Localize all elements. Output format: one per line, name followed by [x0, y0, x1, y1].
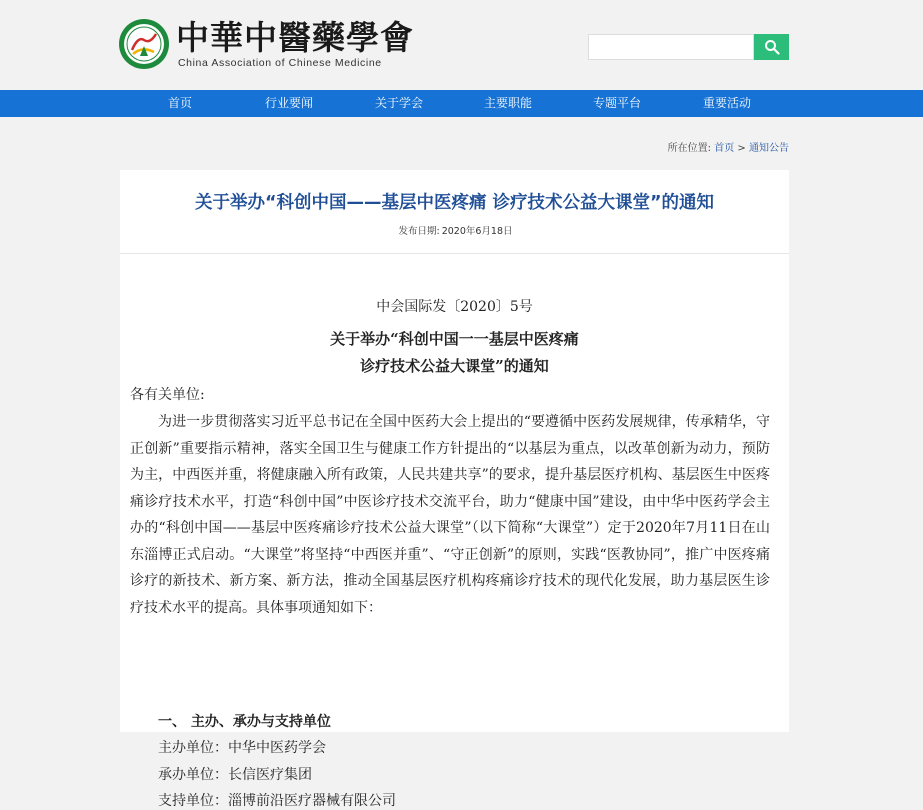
document-title-line2: 诊疗技术公益大课堂”的通知 [360, 357, 549, 375]
article-container [120, 170, 789, 809]
main-nav [0, 90, 923, 117]
association-emblem-icon [118, 18, 170, 70]
body-paragraph: 为进一步贯彻落实习近平总书记在全国中医药大会上提出的“要遵循中医药发展规律，传承精华，守正创新”重要指示精神，落实全国卫生与健康工作方针提出的“以基层为重点，以改革创新为动力，预防为主，中西医并重，将健康融入所有政策，人民共建共享”的要求，提升基层医疗机构、基层医生中医疼痛诊疗技术水平，打造“科创中国”中医诊疗技术交流平台，助力“健康中国”建设，由中华中医药学会主办的“科创中国——基层中医疼痛诊疗技术公益大课堂”（以下简称“大课堂”）定于2020年7月11日在山东淄博正式启动。“大课堂”将坚持“中西医并重”、“守正创新”的原则，实践“医教协同”，推广中医疼痛诊疗的新技术、新方案、新方法，推动全国基层医疗机构疼痛诊疗技术的现代化发展，助力基层医生诊疗技术水平的提高。具体事项通知如下： [130, 414, 770, 616]
nav-item-industry-news[interactable]: 行业要闻 [264, 96, 314, 110]
breadcrumb-current[interactable]: 通知公告 [749, 143, 789, 154]
article-title: 关于举办“科创中国——基层中医疼痛 诊疗技术公益大课堂”的通知 [194, 193, 715, 213]
publish-date-value: 2020年6月18日 [441, 226, 513, 237]
salutation: 各有关单位: [130, 387, 205, 403]
document-number: 中会国际发〔2020〕5号 [376, 299, 533, 315]
nav-item-home[interactable]: 首页 [167, 96, 193, 110]
site-header [0, 0, 923, 90]
breadcrumb-separator: > [737, 143, 746, 154]
nav-item-functions[interactable]: 主要职能 [483, 96, 533, 110]
undertaker-line: 承办单位：长信医疗集团 [158, 767, 312, 783]
search-icon [764, 39, 780, 55]
search-button[interactable] [754, 34, 789, 60]
logo-title: 中華中醫藥學會 [176, 18, 414, 57]
publish-date [120, 223, 789, 237]
nav-item-about[interactable]: 关于学会 [374, 96, 424, 110]
nav-item-events[interactable]: 重要活动 [702, 96, 752, 110]
publish-date-label: 发布日期: [398, 226, 440, 237]
logo-subtitle: China Association of Chinese Medicine [178, 57, 382, 69]
nav-item-topics[interactable]: 专题平台 [592, 96, 642, 110]
section-heading: 一、 主办、承办与支持单位 [158, 714, 331, 730]
breadcrumb [668, 139, 789, 154]
breadcrumb-home[interactable]: 首页 [714, 143, 735, 154]
organizer-line: 主办单位：中华中医药学会 [158, 740, 326, 756]
search-input[interactable] [588, 34, 754, 60]
supporter-line: 支持单位：淄博前沿医疗器械有限公司 [158, 793, 396, 809]
breadcrumb-prefix: 所在位置: [667, 143, 712, 154]
site-logo[interactable] [118, 18, 418, 74]
document-title-line1: 关于举办“科创中国一一基层中医疼痛 [330, 330, 579, 348]
article-header [120, 170, 789, 254]
